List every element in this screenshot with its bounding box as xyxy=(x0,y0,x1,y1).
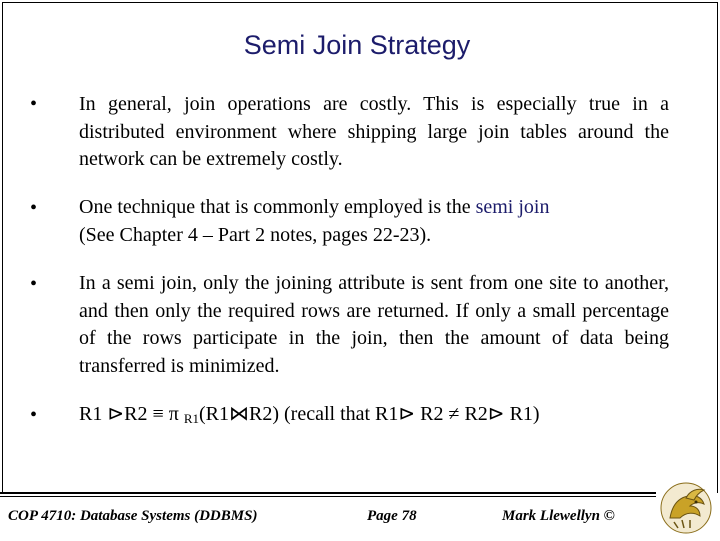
semi-join-term: semi join xyxy=(475,196,550,218)
ucf-pegasus-logo-icon xyxy=(656,478,716,536)
formula-rest: (R1⋈R2) (recall that R1⊳ R2 ≠ R2⊳ R1) xyxy=(199,403,540,425)
bullet-text-2 xyxy=(79,194,669,249)
bullet-2-text-after: (See Chapter 4 – Part 2 notes, pages 22-23). xyxy=(79,223,432,246)
formula-main: R1 ⊳R2 ≡ π xyxy=(79,403,184,425)
bullet-marker-4: • xyxy=(30,404,38,426)
bullet-marker-3: • xyxy=(30,273,38,295)
pegasus-icon xyxy=(656,478,716,536)
slide-title: Semi Join Strategy xyxy=(243,30,471,60)
footer-divider-thin xyxy=(0,496,656,497)
footer-page-number: Page 78 xyxy=(367,508,417,524)
bullet-text-3: In a semi join, only the joining attribute is sent from one site to another, and then only the required rows are returned. If only a small percentage of the rows participate in the join, then the amount of data being transferred is minimized. xyxy=(79,272,669,377)
footer-author: Mark Llewellyn © xyxy=(502,508,615,524)
footer-divider-thick xyxy=(0,492,656,494)
footer-course: COP 4710: Database Systems (DDBMS) xyxy=(8,508,258,524)
bullet-2-text-before: One technique that is commonly employed is the xyxy=(79,196,476,218)
semi-join-formula xyxy=(79,401,669,433)
bullet-marker-2: • xyxy=(30,197,38,219)
bullet-text-1: In general, join operations are costly. This is especially true in a distributed environment where shipping large join tables around the network can be extremely costly. xyxy=(79,93,669,170)
formula-subscript: R1 xyxy=(183,411,199,426)
bullet-marker-1: • xyxy=(30,93,38,115)
